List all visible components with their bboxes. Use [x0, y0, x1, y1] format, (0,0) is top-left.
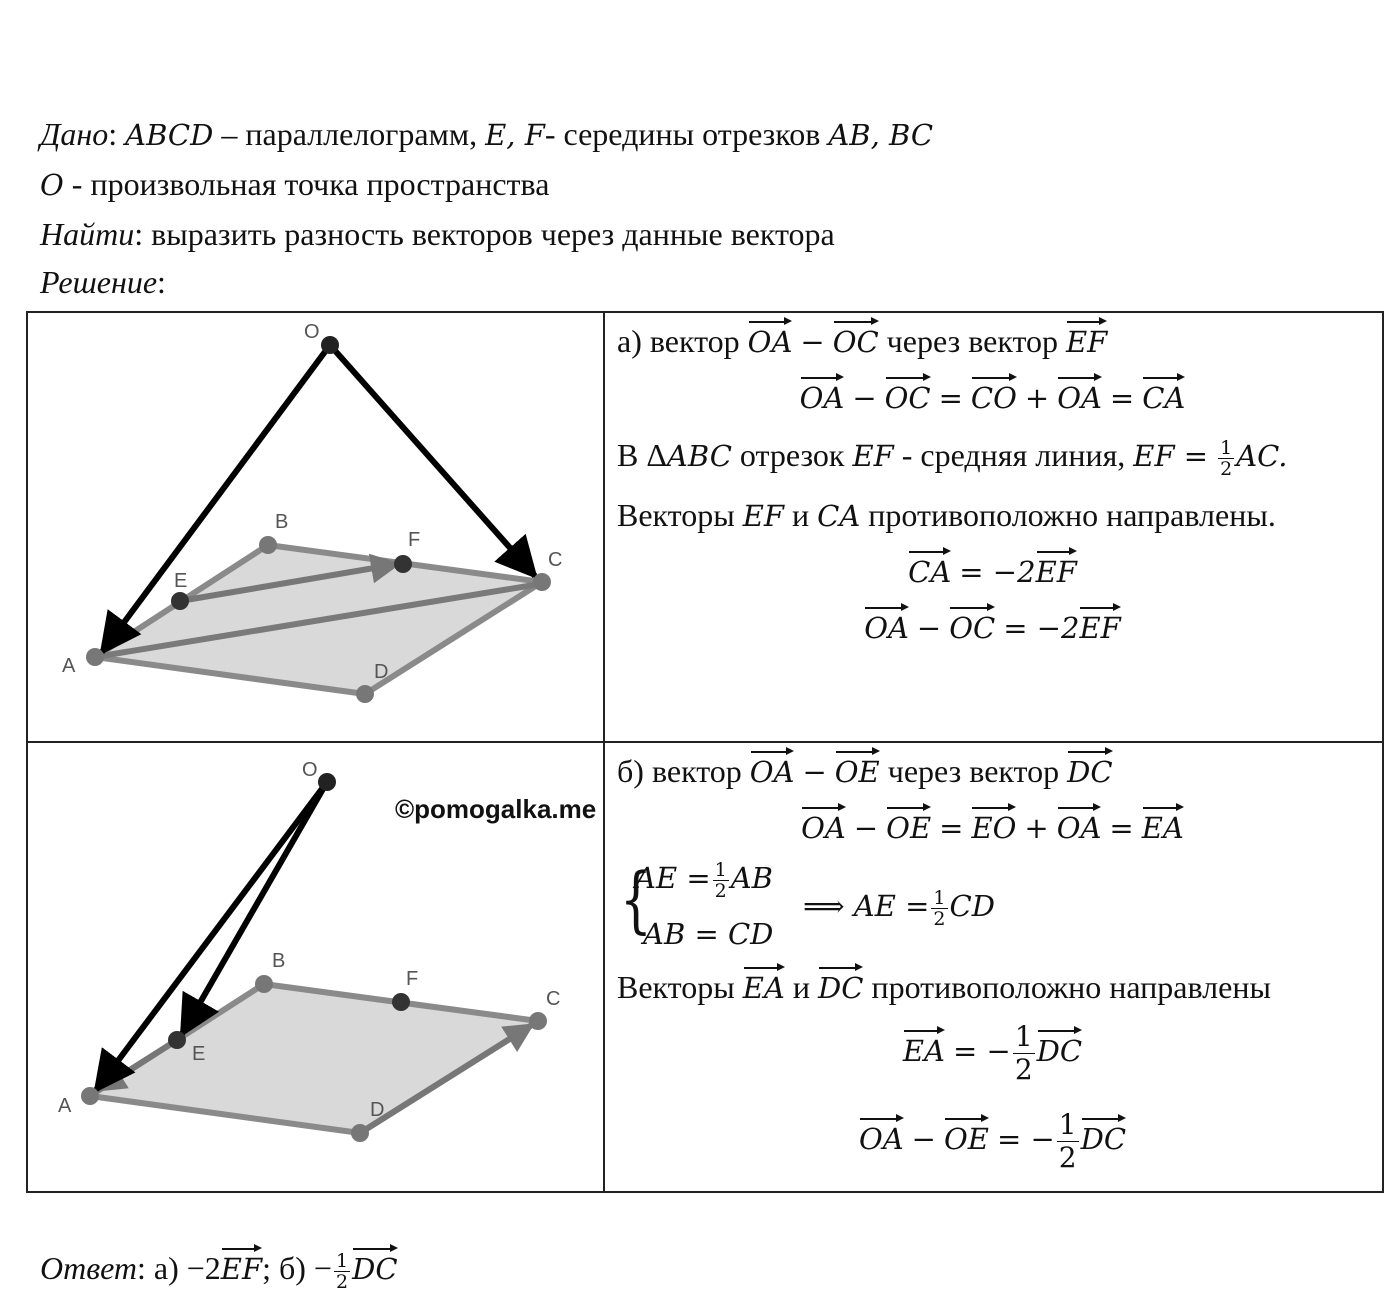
- vec-ef: EF: [220, 1252, 263, 1286]
- vec-ca: CA: [908, 555, 952, 589]
- frac-den: 2: [335, 1271, 349, 1294]
- frac-den: 2: [714, 880, 727, 903]
- vec-ea: EA: [1141, 811, 1184, 845]
- point-f-dot-2: [392, 993, 410, 1011]
- vec-oa: OA: [864, 611, 909, 645]
- line4-prefix: Векторы: [617, 969, 735, 1005]
- vec-dc: DC: [1036, 1033, 1083, 1068]
- part-a-title: [617, 323, 1107, 360]
- part-a-title-mid: через вектор: [886, 323, 1059, 359]
- frac-num: 1: [1058, 1108, 1077, 1141]
- frac-num: 1: [1220, 437, 1233, 460]
- vec-oa: OA: [747, 325, 793, 359]
- line4-ca: CA: [817, 499, 861, 533]
- solution-label: Решение: [40, 264, 158, 300]
- frac-num: 1: [335, 1250, 349, 1273]
- vec-ea: EA: [902, 1033, 945, 1068]
- line3-mid: отрезок: [739, 437, 845, 473]
- part-b-line4: [617, 969, 1271, 1006]
- vec-dc: DC: [352, 1252, 398, 1286]
- vec-ef: EF: [1035, 555, 1077, 589]
- part-b-title: [617, 753, 1113, 790]
- answer-label: Ответ: [40, 1250, 137, 1286]
- part-b-text: [605, 743, 1380, 1189]
- frac-num: 1: [714, 859, 727, 882]
- part-a-line3: [617, 437, 1288, 479]
- line4-prefix: Векторы: [617, 497, 735, 533]
- label-c: C: [548, 549, 563, 571]
- given-dash: –: [221, 116, 238, 152]
- vec-oe: OE: [943, 1121, 989, 1156]
- vec-ca: CA: [1142, 381, 1186, 415]
- vec-oa: OA: [799, 381, 845, 415]
- fraction-half-big: [1057, 1109, 1079, 1174]
- frac-num: 1: [1014, 1020, 1033, 1053]
- frac-den: 2: [933, 908, 946, 931]
- find-line: Найти: выразить разность векторов через данные вектора: [40, 216, 835, 252]
- vec-ea: EA: [742, 971, 785, 1005]
- find-label: Найти: [40, 216, 135, 252]
- vec-oc: OC: [832, 325, 879, 359]
- point-e-dot-2: [168, 1031, 186, 1049]
- op-plus: +: [1024, 811, 1049, 845]
- point-line: [40, 166, 549, 203]
- label-d: D: [374, 661, 389, 683]
- line4-text: противоположно направлены: [871, 969, 1271, 1005]
- point-text: - произвольная точка пространства: [71, 166, 550, 202]
- label-a: A: [62, 655, 76, 677]
- fraction-half: [713, 860, 729, 901]
- find-text: выразить разность векторов через данные вектора: [151, 216, 835, 252]
- line4-text: противоположно направлены.: [868, 497, 1276, 533]
- fraction-half-big: [1013, 1021, 1035, 1086]
- line4-ef: EF: [742, 499, 785, 533]
- label-o: O: [304, 321, 320, 343]
- given-text1: параллелограмм,: [245, 116, 478, 152]
- part-b-eq3: [605, 1109, 1380, 1174]
- vec-oe: OE: [886, 811, 932, 845]
- op-minus: −: [916, 611, 942, 645]
- vec-oc: OC: [949, 611, 996, 645]
- line3-text: - средняя линия,: [901, 437, 1126, 473]
- vector-oc: [330, 345, 535, 576]
- part-a-text: [605, 313, 1380, 739]
- vec-oa: OA: [1056, 811, 1102, 845]
- implies-end: CD: [949, 889, 995, 923]
- line3-tri: ABC: [666, 439, 732, 473]
- answer-line: [40, 1250, 398, 1292]
- label-b: B: [275, 511, 289, 533]
- op-plus: +: [1024, 381, 1050, 415]
- watermark: ©pomogalka.me: [395, 794, 597, 824]
- solution-line: Решение:: [40, 264, 166, 300]
- line3-seg: EF: [852, 439, 894, 473]
- frac-num: 1: [933, 887, 946, 910]
- line4-and: и: [792, 497, 810, 533]
- part-a-eq1: [605, 379, 1380, 416]
- vec-dc: DC: [1080, 1121, 1127, 1156]
- given-points: E, F: [485, 118, 545, 152]
- vec-ef: EF: [1079, 611, 1121, 645]
- point-f-dot: [394, 555, 412, 573]
- part-a-eq2: [605, 553, 1380, 590]
- point-o: O: [40, 168, 64, 202]
- label-c-2: C: [546, 988, 561, 1010]
- op-eq: =: [1109, 381, 1135, 415]
- point-d-dot: [356, 685, 374, 703]
- sys-line1-end: AB: [730, 861, 773, 895]
- system-brace: {: [619, 857, 652, 941]
- label-o-2: O: [302, 759, 318, 781]
- frac-den: 2: [1014, 1053, 1033, 1086]
- point-o-dot: [321, 336, 339, 354]
- part-b-eq2: [605, 1021, 1380, 1086]
- vec-dc: DC: [1067, 755, 1113, 789]
- point-e-dot: [171, 592, 189, 610]
- answer-sep: ; б) −: [262, 1250, 332, 1286]
- label-d-2: D: [370, 1099, 385, 1121]
- sys-line2: AB = CD: [643, 917, 774, 951]
- part-a-line4: [617, 497, 1276, 534]
- op-minus: −: [911, 1121, 936, 1156]
- op-minus: −: [852, 381, 877, 415]
- system-implies: [803, 887, 995, 929]
- vec-co: CO: [970, 381, 1017, 415]
- part-b-title-prefix: б) вектор: [617, 753, 742, 789]
- point-c-dot: [533, 573, 551, 591]
- op-eq: =: [939, 811, 964, 845]
- part-a-title-prefix: а) вектор: [617, 323, 740, 359]
- point-b-dot: [259, 536, 277, 554]
- op-minus: −: [853, 811, 879, 845]
- label-f-2: F: [406, 968, 419, 990]
- part-a-eq3: [605, 609, 1380, 646]
- sys-line1: AE =: [635, 861, 711, 895]
- point-c-dot-2: [529, 1012, 547, 1030]
- eq-minus: = −: [953, 1033, 1011, 1068]
- coef: = −2: [1003, 611, 1080, 645]
- frac-den: 2: [1058, 1141, 1077, 1174]
- label-e: E: [174, 570, 188, 592]
- point-b-dot-2: [255, 975, 273, 993]
- op-minus: −: [800, 325, 825, 359]
- given-segments: AB, BC: [828, 118, 934, 152]
- given-line: Дано: ABCD – параллелограмм, E, F- середины отрезков AB, BC: [40, 116, 934, 152]
- fraction-half: [931, 888, 947, 929]
- label-e-2: E: [192, 1043, 206, 1065]
- label-f: F: [408, 529, 421, 551]
- coef: = −2: [959, 555, 1036, 589]
- given-label: Дано: [40, 116, 109, 152]
- eq-minus: = −: [996, 1121, 1055, 1156]
- op-minus: −: [802, 755, 827, 789]
- vec-oa: OA: [1057, 381, 1102, 415]
- vec-eo: EO: [971, 811, 1017, 845]
- vec-oa: OA: [858, 1121, 904, 1156]
- vec-oa: OA: [749, 755, 795, 789]
- label-b-2: B: [272, 950, 286, 972]
- line3-prefix: В Δ: [617, 437, 667, 473]
- given-shape: ABCD: [125, 118, 214, 152]
- given-text2: - середины отрезков: [544, 116, 821, 152]
- line3-end: AC.: [1236, 439, 1288, 473]
- line3-eq: EF =: [1133, 439, 1209, 473]
- vec-oc: OC: [884, 381, 931, 415]
- fraction-half: [334, 1251, 350, 1292]
- vec-dc: DC: [817, 971, 864, 1005]
- point-a-dot-2: [81, 1087, 99, 1105]
- point-d-dot-2: [351, 1124, 369, 1142]
- diagram-1: [28, 313, 601, 739]
- op-eq: =: [1109, 811, 1134, 845]
- part-b-eq1: [605, 809, 1380, 846]
- point-a-dot: [86, 648, 104, 666]
- fraction-half: [1218, 438, 1234, 479]
- vec-oa: OA: [801, 811, 846, 845]
- vec-oe: OE: [834, 755, 880, 789]
- point-o-dot-2: [318, 773, 336, 791]
- label-a-2: A: [58, 1095, 72, 1117]
- line4-and: и: [792, 969, 810, 1005]
- part-b-title-mid: через вектор: [887, 753, 1060, 789]
- answer-part-a: : а) −2: [137, 1250, 221, 1286]
- op-eq: =: [938, 381, 963, 415]
- vec-ef: EF: [1066, 325, 1108, 359]
- system-line-2: [643, 915, 773, 952]
- implies: ⟹ AE =: [803, 889, 930, 923]
- system-line-1: [635, 859, 773, 901]
- frac-den: 2: [1220, 458, 1233, 481]
